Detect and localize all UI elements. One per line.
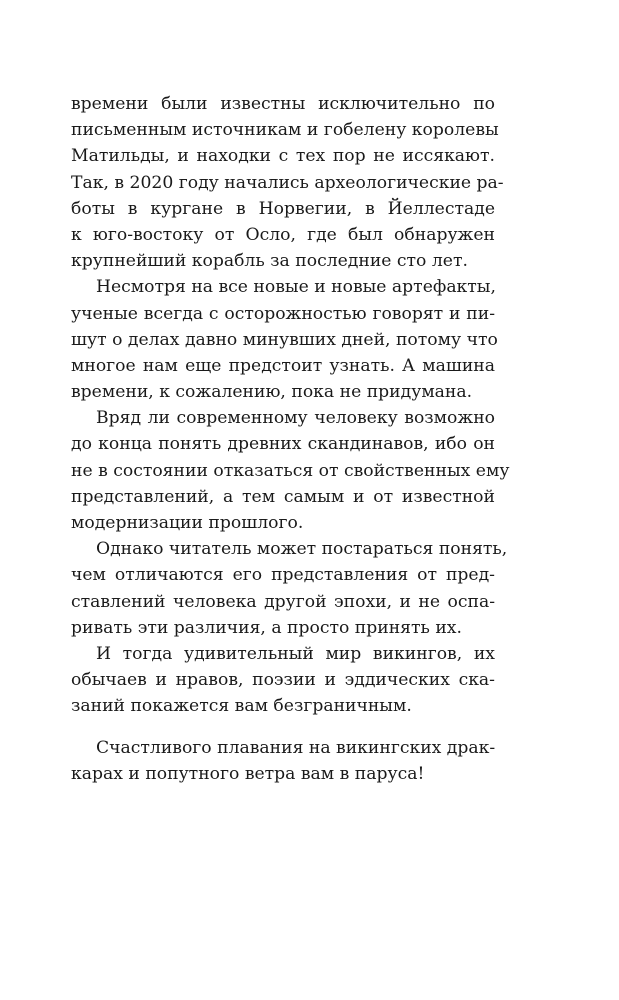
text-line: модернизации прошлого. [71,513,304,533]
text-line: многое нам еще предстоит узнать. А машина [71,355,495,376]
text-line: не в состоянии отказаться от свойственных ему [71,460,510,481]
text-line: Несмотря на все новые и новые артефакты, [96,277,496,298]
text-line: письменным источникам и гобелену королевы [71,120,499,141]
text-line: боты в кургане в Норвегии, в Йеллестаде [71,198,495,219]
text-line: ривать эти различия, а просто принять их. [71,617,462,638]
text-line: заний покажется вам безграничным. [71,696,412,717]
text-line: крупнейший корабль за последние сто лет. [71,251,468,272]
closing-wish [71,735,495,787]
text-line: ставлений человека другой эпохи, и не оспа- [71,591,495,612]
paragraph [71,536,508,641]
text-line: времени были известны исключительно по [71,94,495,114]
text-line: к юго-востоку от Осло, где был обнаружен [71,224,495,245]
text-line: Однако читатель может постараться понять, [96,539,508,560]
text-line: Счастливого плавания на викингских драк- [96,738,496,758]
text-line: карах и попутного ветра вам в паруса! [71,764,425,785]
text-line: шут о делах давно минувших дней, потому что [71,329,498,350]
text-line: до конца понять древних скандинавов, ибо он [71,434,495,455]
text-line: И тогда удивительный мир викингов, их [96,643,495,664]
text-line: ученые всегда с осторожностью говорят и пи- [71,303,495,324]
text-line: Вряд ли современному человеку возможно [96,408,495,429]
text-line: чем отличаются его представления от пред- [71,565,495,586]
paragraph [71,91,504,274]
text-line: обычаев и нравов, поэзии и эддических ска- [71,670,495,691]
paragraph [71,641,495,720]
paragraph [71,274,498,405]
text-line: Так, в 2020 году начались археологические ра- [71,172,504,193]
body-text [71,91,510,720]
paragraph [71,405,510,536]
text-line: представлений, а тем самым и от известной [71,486,495,507]
text-line: Матильды, и находки с тех пор не иссякают. [71,146,495,167]
text-line: времени, к сожалению, пока не придумана. [71,382,473,403]
